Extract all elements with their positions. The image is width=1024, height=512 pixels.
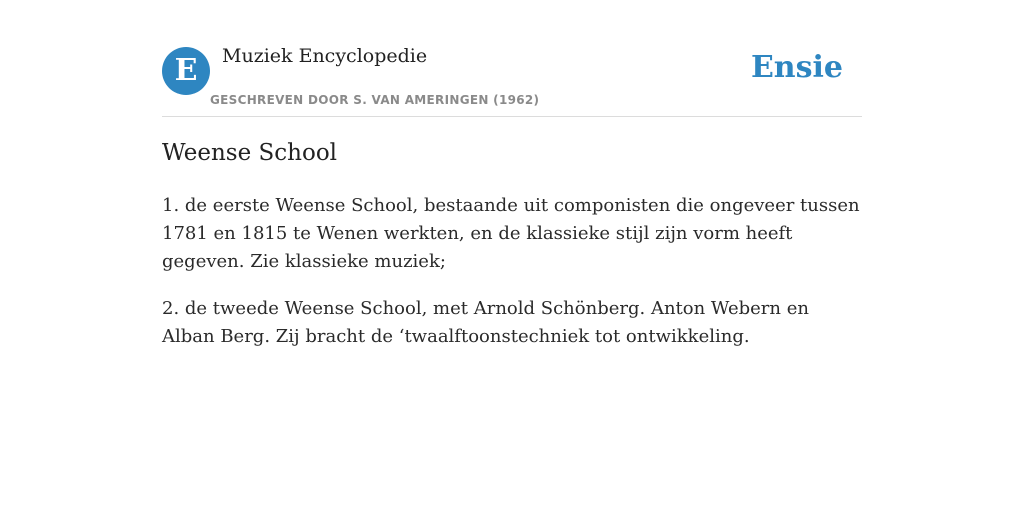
- header: [162, 0, 862, 117]
- entry-paragraph: 1. de eerste Weense School, bestaande uit componisten die ongeveer tussen 1781 en 1815 te Wenen werkten, en de klassieke stijl zijn vorm heeft gegeven. Zie klassieke muziek;: [162, 195, 860, 272]
- content-container: [162, 0, 862, 347]
- book-title-link[interactable]: Muziek Encyclopedie: [222, 45, 428, 67]
- author-byline: GESCHREVEN DOOR S. VAN AMERINGEN (1962): [210, 93, 540, 107]
- ensie-logo-icon[interactable]: E: [162, 47, 210, 95]
- entry-paragraph: 2. de tweede Weense School, met Arnold Schönberg. Anton Webern en Alban Berg. Zij bracht de ‘twaalftoonstechniek tot ontwikkeling.: [162, 298, 809, 347]
- ensie-brand-link[interactable]: Ensie: [750, 50, 843, 85]
- entry-body: [162, 192, 862, 370]
- entry-title: Weense School: [162, 140, 338, 166]
